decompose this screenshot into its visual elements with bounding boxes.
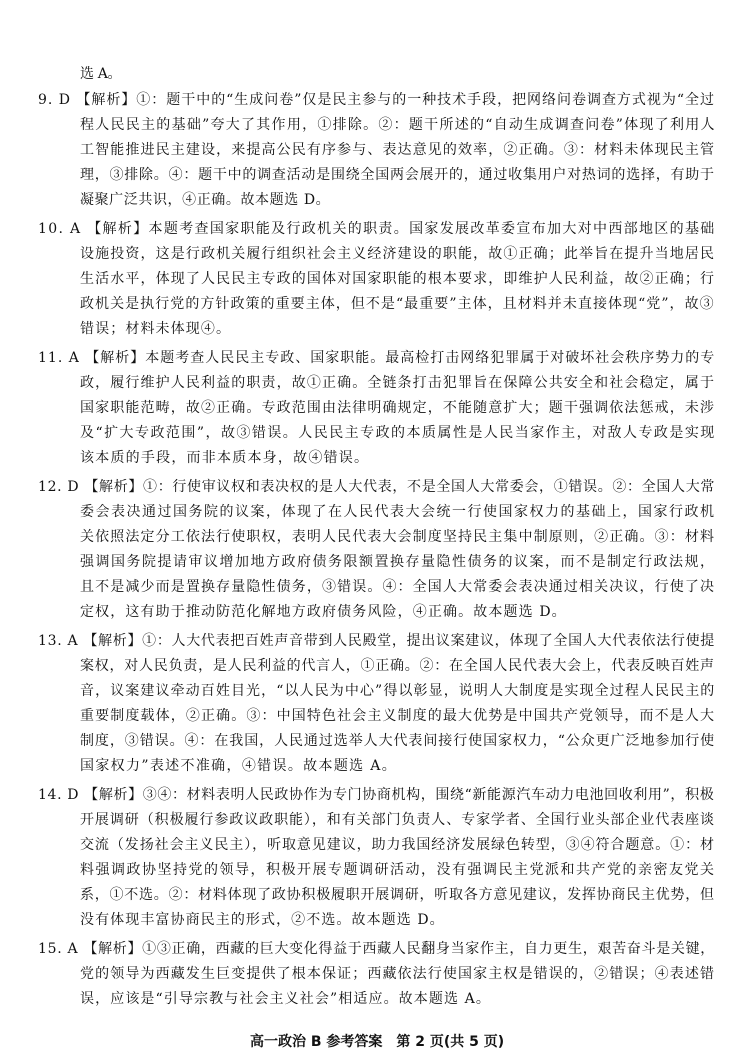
text-line: 国家职能范畴，故②正确。专政范围由法律明确规定，不能随意扩大；题干强调依法惩戒，未涉: [80, 400, 716, 416]
text-line: 9. D 【解析】①：题干中的“生成问卷”仅是民主参与的一种技术手段，把网络问卷调查方式视为“全过: [38, 92, 715, 108]
text-line: 生活水平，体现了人民民主专政的国体对国家职能的根本要求，即维护人民利益，故②正确；行: [80, 271, 716, 287]
text-line: 理，③排除。④：题干中的调查活动是围绕全国两会展开的，通过收集用户对热词的选择，有助于: [80, 167, 715, 183]
text-line: 料强调政协坚持党的领导，积极开展专题调研活动，没有强调民主党派和共产党的亲密友党关: [80, 862, 716, 878]
text-line: 国家权力”表述不准确，④错误。故本题选 A。: [80, 758, 398, 774]
text-line: 凝聚广泛共识，④正确。故本题选 D。: [80, 192, 331, 208]
text-line: 错误；材料未体现④。: [80, 321, 232, 337]
text-line: 15. A 【解析】①③正确，西藏的巨大变化得益于西藏人民翻身当家作主，自力更生，艰苦奋斗是关键，: [38, 941, 715, 957]
text-line: 开展调研（积极履行参政议政职能），和有关部门负责人、专家学者、全国行业头部企业代表座谈: [80, 812, 715, 828]
text-line: 委会表决通过国务院的议案，体现了在人民代表大会统一行使国家权力的基础上，国家行政机: [80, 504, 716, 520]
text-line: 强调国务院提请审议增加地方政府债务限额置换存量隐性债务的议案，而不是制定行政法规，: [80, 554, 716, 570]
text-line: 该本质的手段，而非本质本身，故④错误。: [80, 450, 370, 466]
page-footer: 高一政治 B 参考答案 第 2 页(共 5 页): [250, 1034, 505, 1050]
text-line: 政，履行维护人民利益的职责，故①正确。全链条打击犯罪旨在保障公共安全和社会稳定，属于: [80, 375, 716, 391]
text-line: 12. D 【解析】①：行使审议权和表决权的是人大代表，不是全国人大常委会，①错误。②：全国人大常: [38, 479, 716, 495]
text-line: 交流（发扬社会主义民主），听取意见建议，助力我国经济发展绿色转型，③④符合题意。①：材: [80, 837, 715, 853]
text-line: 设施投资，这是行政机关履行组织社会主义经济建设的职能，故①正确；此举旨在提升当地居民: [80, 246, 716, 262]
text-line: 13. A 【解析】①：人大代表把百姓声音带到人民殿堂，提出议案建议，体现了全国人大代表依法行使提: [38, 633, 715, 649]
text-line: 案权，对人民负责，是人民利益的代言人，①正确。②：在全国人民代表大会上，代表反映百姓声: [80, 658, 715, 674]
text-line: 重要制度载体，②正确。③：中国特色社会主义制度的最大优势是中国共产党领导，而不是人大: [80, 708, 716, 724]
text-line: 关依照法定分工依法行使职权，表明人民代表大会制度坚持民主集中制原则，②正确。③：材料: [80, 529, 716, 545]
text-line: 且不是减少而是置换存量隐性债务，③错误。④：全国人大常委会表决通过相关决议，行使了决: [80, 579, 716, 595]
text-line: 工智能推进民主建设，来提高公民有序参与、表达意见的效率，②正确。③：材料未体现民主管: [80, 142, 716, 158]
text-line: 系，①不选。②：材料体现了政协积极履职开展调研，听取各方意见建议，发挥协商民主优势，但: [80, 887, 715, 903]
text-line: 制度，③错误。④：在我国，人民通过选举人大代表间接行使国家权力，“公众更广泛地参加行使: [80, 733, 716, 749]
text-line: 14. D 【解析】③④：材料表明人民政协作为专门协商机构，围绕“新能源汽车动力电池回收利用”，积极: [38, 787, 715, 803]
text-line: 10. A 【解析】本题考查国家职能及行政机关的职责。国家发展改革委宣布加大对中西部地区的基础: [38, 221, 716, 237]
text-line: 党的领导为西藏发生巨变提供了根本保证；西藏依法行使国家主权是错误的，②错误；④表述错: [80, 966, 716, 982]
text-line: 定权，这有助于推动防范化解地方政府债务风险，④正确。故本题选 D。: [80, 604, 567, 620]
text-line: 11. A 【解析】本题考查人民民主专政、国家职能。最高检打击网络犯罪属于对破坏社会秩序势力的专: [38, 350, 716, 366]
text-line: 误，应该是“引导宗教与社会主义社会”相适应。故本题选 A。: [80, 991, 491, 1007]
text-line: 没有体现丰富协商民主的形式，②不选。故本题选 D。: [80, 912, 445, 928]
text-line: 程人民民主的基础”夸大了其作用，①排除。②：题干所述的“自动生成调查问卷”体现了利用人: [80, 117, 716, 133]
text-line: 政机关是执行党的方针政策的重要主体，但不是“最重要”主体，且材料并未直接体现“党”，故③: [80, 296, 715, 312]
text-line: 选 A。: [80, 66, 122, 82]
text-line: 音，议案建议牵动百姓目光，“以人民为中心”得以彰显，说明人大制度是实现全过程人民民主的: [80, 683, 716, 699]
text-line: 及“扩大专政范围”，故③错误。人民民主专政的本质属性是人民当家作主，对敌人专政是实现: [80, 425, 716, 441]
